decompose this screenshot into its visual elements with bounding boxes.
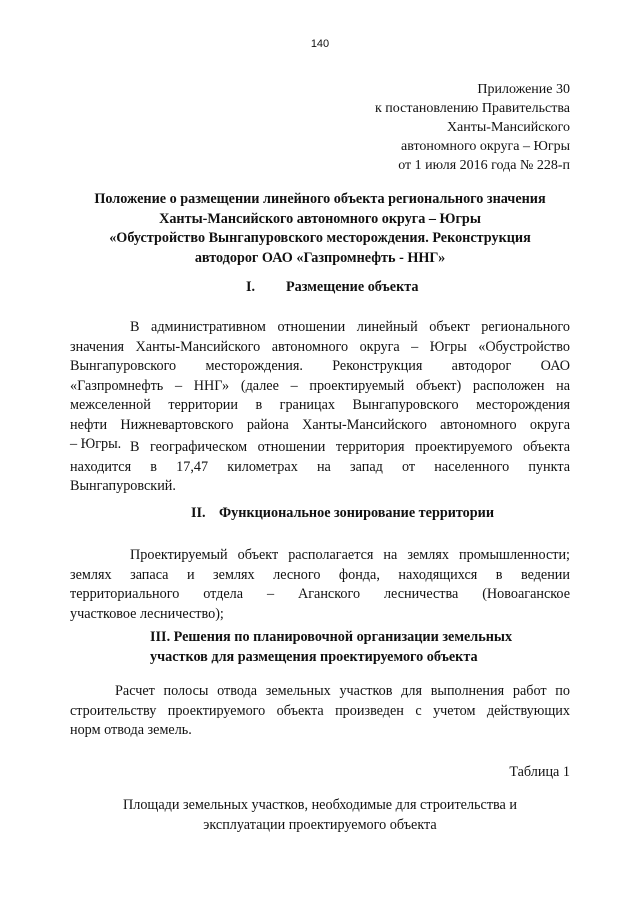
appendix-header (375, 80, 570, 175)
section-heading-3 (150, 627, 512, 667)
page-number: 140 (310, 38, 330, 50)
appendix-line: от 1 июля 2016 года № 228-п (398, 158, 570, 173)
paragraph-line: землях запаса и землях лесного фонда, находящихся в ведении (70, 566, 570, 583)
document-title (70, 190, 570, 268)
paragraph-line: строительству проектируемого объекта произведен с учетом действующих (70, 702, 570, 719)
appendix-line: автономного округа – Югры (401, 139, 570, 154)
title-line: автодорог ОАО «Газпромнефть - ННГ» (194, 249, 446, 266)
paragraph-line: В административном отношении линейный объект регионального (130, 319, 570, 335)
paragraph-line: Проектируемый объект располагается на землях промышленности; (130, 547, 570, 563)
paragraph-zoning (70, 546, 570, 624)
paragraph-line: территориального отдела – Аганского лесничества (Новоаганское (70, 586, 570, 602)
paragraph-line: нефти Нижневартовского района Ханты-Мансийского автономного округа (70, 416, 570, 433)
paragraph-line: Вынгапуровский. (70, 478, 176, 494)
title-line: Положение о размещении линейного объекта регионального значения (94, 191, 546, 207)
section-title-line: участков для размещения проектируемого объекта (150, 649, 478, 665)
paragraph-line: В географическом отношении территория проектируемого объекта (130, 439, 570, 455)
paragraph-line: норм отвода земель. (70, 722, 192, 738)
paragraph-geography (70, 438, 570, 497)
appendix-line: Приложение 30 (477, 82, 570, 97)
paragraph-line: «Газпромнефть – ННГ» (далее – проектируемый объект) расположен на (70, 377, 570, 394)
appendix-line: Ханты-Мансийского (446, 120, 570, 135)
paragraph-location (70, 318, 570, 455)
paragraph-allotment (70, 682, 570, 741)
paragraph-line: значения Ханты-Мансийского автономного округа – Югры «Обустройство (70, 338, 570, 355)
table-caption (70, 796, 570, 835)
section-title-line: III. Решения по планировочной организации земельных (150, 629, 513, 645)
section-title: Функциональное зонирование территории (219, 505, 495, 521)
section-title: Размещение объекта (286, 279, 419, 295)
caption-line: Площади земельных участков, необходимые для строительства и (123, 797, 517, 813)
title-line: «Обустройство Вынгапуровского месторождения. Реконструкция (109, 230, 531, 246)
paragraph-line: Расчет полосы отвода земельных участков для выполнения работ по (115, 683, 570, 699)
title-line: Ханты-Мансийского автономного округа – Югры (159, 210, 481, 227)
paragraph-line: – Югры. (70, 436, 122, 452)
paragraph-line: находится в 17,47 километрах на запад от населенного пункта (70, 458, 570, 475)
section-number: II. (191, 505, 206, 521)
section-heading-2 (191, 505, 494, 522)
section-heading-1 (246, 279, 419, 296)
paragraph-line: межселенной территории в границах Вынгапуровского месторождения (70, 397, 570, 413)
table-label: Таблица 1 (509, 764, 570, 780)
caption-line: эксплуатации проектируемого объекта (203, 816, 437, 833)
section-number: I. (246, 279, 256, 295)
appendix-line: к постановлению Правительства (374, 101, 570, 116)
paragraph-line: Вынгапуровского месторождения. Реконструкция автодорог ОАО (70, 358, 570, 374)
paragraph-line: участковое лесничество); (70, 605, 224, 622)
